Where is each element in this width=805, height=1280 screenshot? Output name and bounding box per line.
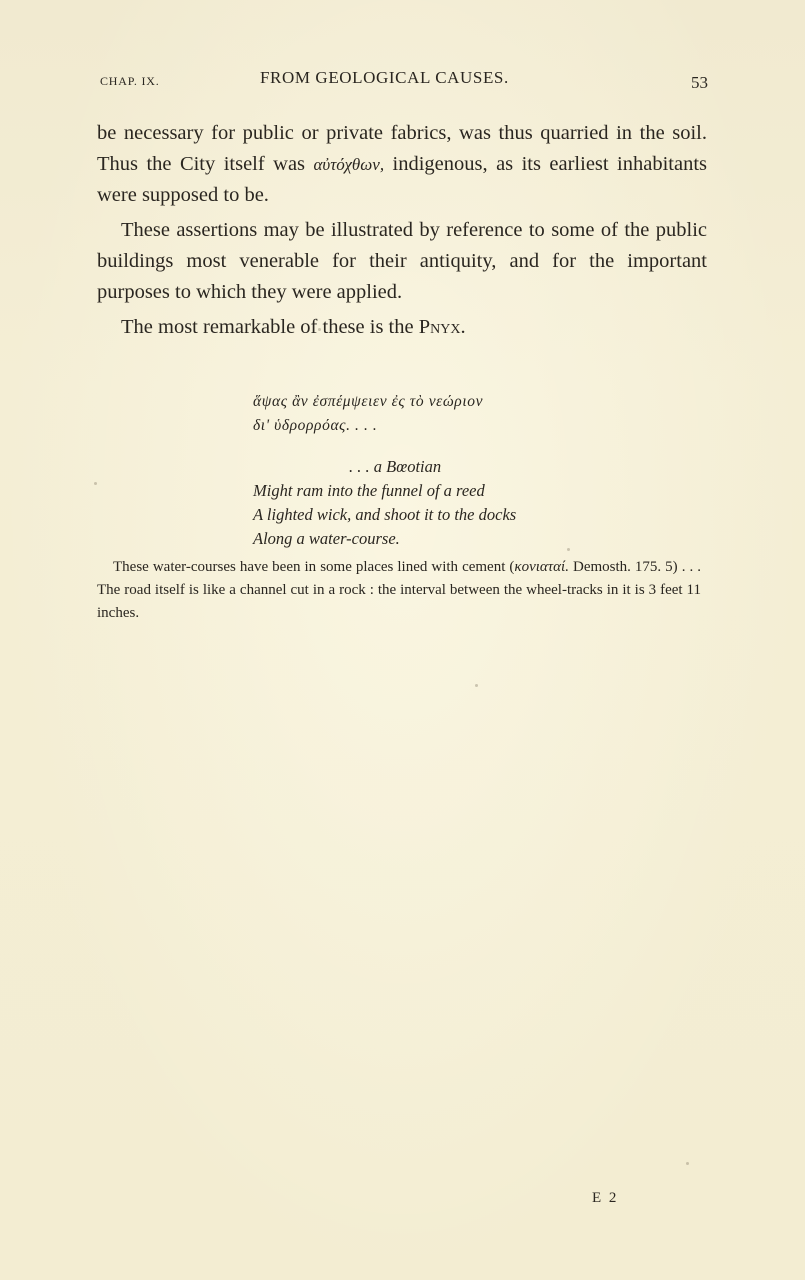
main-text <box>97 118 707 343</box>
footnote <box>97 556 701 625</box>
paper-speck <box>686 1162 689 1165</box>
paper-speck <box>318 328 321 331</box>
greek-verse-line-2: δι' ὑδρορρόας. . . . <box>253 417 378 434</box>
paragraph-3 <box>97 312 707 343</box>
greek-verse-line-1: ἅψας ἂν ἐσπέμψειεν ἐς τὸ νεώριον <box>253 393 484 410</box>
footnote-greek-word: κονιαταί. <box>514 559 569 575</box>
english-translation <box>253 455 516 551</box>
paper-speck <box>94 482 97 485</box>
signature-mark: E 2 <box>592 1190 619 1206</box>
paragraph-1-text-b: indigenous, as its earliest inhabitants were supposed to be. <box>97 153 707 206</box>
running-head <box>100 66 710 94</box>
paragraph-3-text-b: . <box>460 316 466 338</box>
footnote-text-a: These water-courses have been in some places lined with cement ( <box>113 559 515 575</box>
running-title: FROM GEOLOGICAL CAUSES. <box>260 68 509 87</box>
greek-quotation <box>253 390 483 438</box>
paragraph-2: These assertions may be illustrated by reference to some of the public buildings most venerable for their antiquity, and for the important purposes to which they were applied. <box>97 219 707 303</box>
paper-speck <box>567 548 570 551</box>
footnote-text-b: Demosth. 175. 5) . . . The road itself is like a channel cut in a rock : the interval between the wheel-tracks in it is 3 feet 11 inches. <box>97 559 701 621</box>
english-verse-line-4: Along a water-course. <box>253 529 400 548</box>
pnyx-small-caps: Pnyx <box>418 316 461 338</box>
paragraph-1 <box>97 118 707 211</box>
english-verse-line-1: . . . a Bœotian <box>349 457 442 476</box>
footnote-paragraph <box>97 556 701 625</box>
page-number: 53 <box>691 73 708 92</box>
english-verse-line-2: Might ram into the funnel of a reed <box>253 481 485 500</box>
paragraph-3-text-a: The most remarkable of these is the <box>121 316 419 338</box>
paragraph-1-text-a: be necessary for public or private fabrics, was thus quarried in the soil. Thus the City itself was <box>97 122 707 175</box>
paper-speck <box>475 684 478 687</box>
greek-word-autochthon: αὐτόχθων, <box>313 155 385 174</box>
chapter-label: CHAP. IX. <box>100 74 160 88</box>
english-verse-line-3: A lighted wick, and shoot it to the docks <box>253 505 517 524</box>
